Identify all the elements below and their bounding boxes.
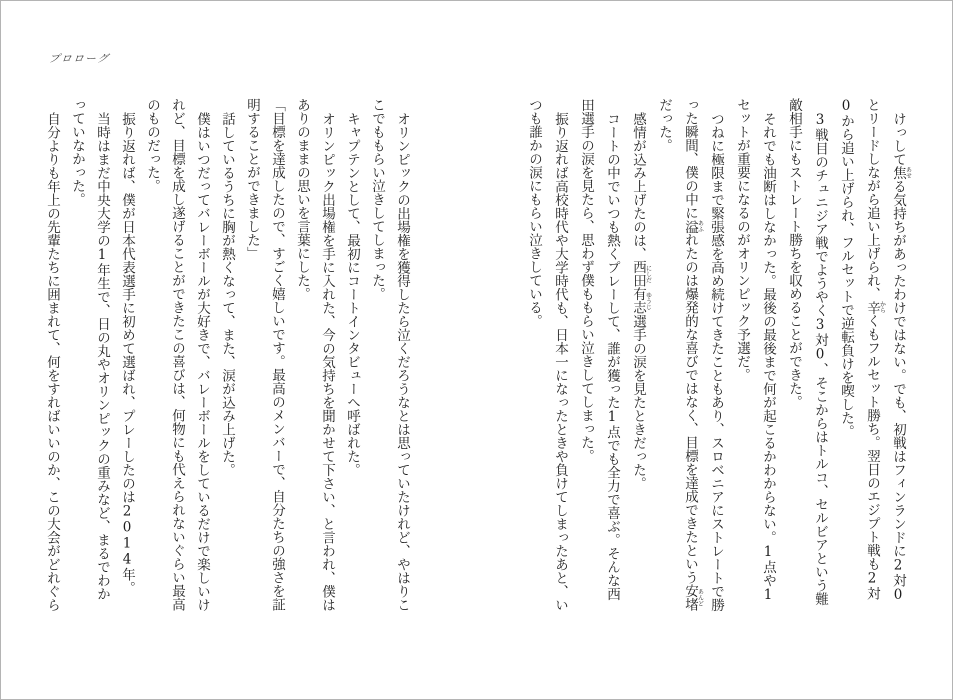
paragraph: 僕はいつだってバレーボールが大好きで、バレーボールをしているだけで楽しいけれど、目標を成し遂げることができたこの喜びは、何物にも代えられないぐらい最高のものだった。	[144, 98, 210, 611]
paragraph: コートの中でいつも熱くプレーして、誰が獲った1点でも全力で喜ぶ。そんな西田選手の涙を見たら、思わず僕ももらい泣きしてしまった。	[578, 98, 620, 600]
furigana-annotation: 辛から	[864, 300, 886, 314]
furigana-annotation: 焦あせ	[890, 165, 912, 179]
paragraph: 振り返れば高校時代や大学時代も、日本一になったときや負けてしまったあと、いつも誰かの涙にもらい泣きしている。	[526, 98, 568, 611]
paragraph: つねに極限まで緊張感を高め続けてきたこともあり、スロベニアにストレートで勝った瞬間、僕の中に溢あふれたのは爆発的な喜びではなく、目標を達成できたという安堵あんどだった。	[656, 98, 724, 611]
paragraph: 当時はまだ中央大学の1年生で、日の丸やオリンピックの重みなど、まるでわかっていなかった。	[69, 98, 110, 600]
paragraph: 「目標を達成したので、すごく嬉しいです。最高のメンバーで、自分たちの強さを証明することができました」	[244, 98, 285, 611]
paragraph: オリンピック出場権を手に入れた、今の気持ちを聞かせて下さい、と言われ、僕はありのままの思いを言葉にした。	[294, 98, 335, 611]
furigana-annotation: 安堵あんど	[682, 584, 704, 611]
paragraph: 感情が込み上げたのは、西田にしだ有志ゆうじ選手の涙を見たときだった。	[630, 111, 652, 490]
paragraph: 自分よりも年上の先輩たちに囲まれて、何をすればいいのか、この大会がどれぐら	[44, 111, 60, 611]
furigana-annotation: 溢あふ	[682, 219, 704, 233]
paragraph: オリンピックの出場権を獲得したら泣くだろうなとは思っていたけれど、やはりここでももらい泣きしてしまった。	[369, 98, 410, 611]
page-right-body-text	[521, 98, 911, 613]
running-head-prologue: プロローグ	[48, 53, 111, 65]
paragraph: 話しているうちに胸が熱くなって、また、涙が込み上げた。	[219, 111, 235, 476]
paragraph: それでも油断はしなかった。最後の最後まで何が起こるかわからない。1点や1セットが重要になるのがオリンピック予選だ。	[734, 98, 776, 603]
paragraph: キャプテンとして、最初にコートインタビューへ呼ばれた。	[344, 111, 360, 476]
paragraph: 振り返れば、僕が日本代表選手に初めて選ばれ、プレーしたのは2014年。	[119, 111, 135, 594]
paragraph: けっして焦あせる気持ちがあったわけではない。でも、初戦はフィンランドに2対0とリードしながら追い上げられ、辛からくもフルセット勝ち。翌日のエジプト戦も2対0から追い上げられ、フルセットで逆転負けを喫した。	[838, 98, 912, 603]
furigana-annotation: 有志ゆうじ	[630, 287, 652, 314]
paragraph: 3戦目のチュニジア戦でようやく3対0、そこからはトルコ、セルビアという難敵相手にもストレート勝ちを収めることができた。	[786, 98, 828, 605]
page-left-body-text	[39, 98, 414, 613]
furigana-annotation: 西田にしだ	[630, 260, 652, 287]
